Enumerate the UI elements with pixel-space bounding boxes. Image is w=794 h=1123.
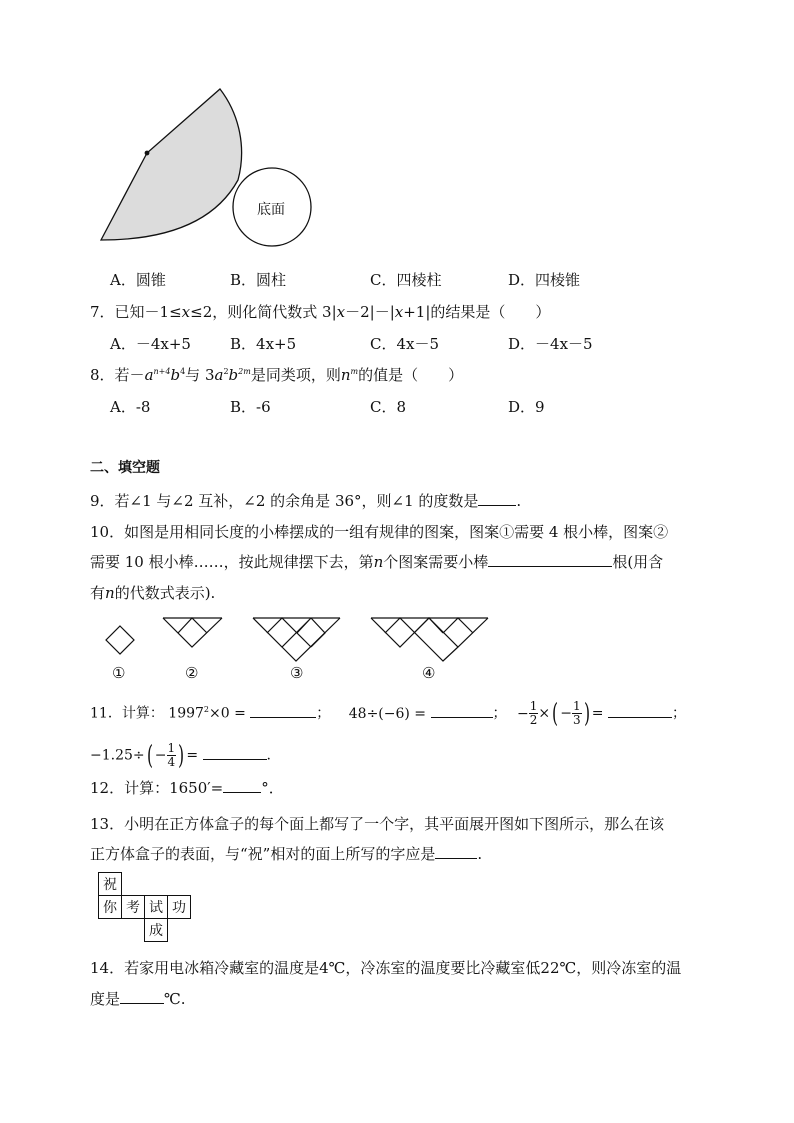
- q13-line2: 正方体盒子的表面，与“祝”相对的面上所写的字应是 .: [90, 845, 483, 863]
- q11-answer-blank-2[interactable]: [431, 703, 493, 718]
- q11-line2: −1.25÷( − $\frac{1}{4}$ ) = .: [90, 740, 271, 771]
- q7-option-d[interactable]: D．－4x－5: [508, 335, 593, 353]
- fraction-quarter: $\frac{1}{4}$: [167, 741, 176, 769]
- q6-option-c[interactable]: C．四棱柱: [370, 271, 442, 289]
- q12-answer-blank[interactable]: [223, 778, 261, 793]
- net-cell-ni: 你: [99, 896, 122, 919]
- net-cell-cheng: 成: [145, 919, 168, 942]
- cone-net-figure: [95, 80, 325, 255]
- q11-answer-blank-4[interactable]: [203, 745, 267, 760]
- q14-line1: 14．若家用电冰箱冷藏室的温度是4℃，冷冻室的温度要比冷藏室低22℃，则冷冻室的温: [90, 959, 682, 977]
- fraction-half: $\frac{1}{2}$: [529, 699, 538, 727]
- sector-shape: [101, 89, 242, 240]
- q10-line1: 10．如图是用相同长度的小棒摆成的一组有规律的图案，图案①需要 4 根小棒，图案②: [90, 523, 669, 541]
- q9-stem: 9．若∠1 与∠2 互补，∠2 的余角是 36°，则∠1 的度数是 .: [90, 492, 522, 510]
- q13-line1: 13．小明在正方体盒子的每个面上都写了一个字，其平面展开图如下图所示，那么在该: [90, 815, 665, 833]
- q8-option-a[interactable]: A．-8: [110, 398, 151, 416]
- q11-answer-blank-1[interactable]: [250, 703, 316, 718]
- pattern-label-2: ②: [185, 664, 199, 682]
- q14-line2: 度是 ℃.: [90, 990, 186, 1008]
- q8-option-c[interactable]: C．8: [370, 398, 407, 416]
- pattern-label-3: ③: [290, 664, 304, 682]
- q7-stem: 7．已知－1≤x≤2，则化简代数式 3|x－2|－|x+1|的结果是（ ）: [90, 303, 551, 321]
- q11-answer-blank-3[interactable]: [608, 703, 672, 718]
- q9-answer-blank[interactable]: [478, 491, 516, 506]
- q7-option-b[interactable]: B．4x+5: [230, 335, 297, 353]
- q12-stem: 12．计算：1650′= °．: [90, 779, 284, 797]
- stick-pattern-figure: [98, 612, 498, 664]
- q13-answer-blank[interactable]: [435, 844, 477, 859]
- pattern-1: [106, 626, 134, 654]
- fraction-third: $\frac{1}{3}$: [572, 699, 581, 727]
- net-cell-gong: 功: [168, 896, 191, 919]
- section-heading: 二、填空题: [90, 460, 160, 476]
- q6-option-a[interactable]: A．圆锥: [110, 271, 166, 289]
- q10-line3: 有n的代数式表示).: [90, 584, 216, 602]
- q10-answer-blank[interactable]: [488, 552, 612, 567]
- net-cell-shi: 试: [145, 896, 168, 919]
- q8-option-b[interactable]: B．-6: [230, 398, 271, 416]
- net-cell-zhu: 祝: [99, 873, 122, 896]
- q11-line1: 11．计算： $1997^2\times 0$ = ； 48÷(−6) = ； − $\frac{1}{2}$ ×( − $\frac{1}{3}$ ) = ；: [90, 698, 686, 729]
- q14-answer-blank[interactable]: [120, 989, 164, 1004]
- pattern-label-4: ④: [422, 664, 436, 682]
- q6-option-d[interactable]: D．四棱锥: [508, 271, 581, 289]
- cube-net: [98, 872, 191, 942]
- pattern-2: [163, 618, 222, 647]
- pattern-3: [253, 618, 340, 661]
- q6-option-b[interactable]: B．圆柱: [230, 271, 287, 289]
- pattern-label-1: ①: [112, 664, 126, 682]
- q10-line2: 需要 10 根小棒……，按此规律摆下去，第n个图案需要小棒 根(用含: [90, 553, 664, 571]
- q7-option-a[interactable]: A．－4x+5: [110, 335, 191, 353]
- q8-option-d[interactable]: D．9: [508, 398, 545, 416]
- q7-option-c[interactable]: C．4x－5: [370, 335, 440, 353]
- q8-stem: 8．若$-a^{n+4}b^4$与 $3a^2b^{2m}$是同类项，则$n^m$的值是（ ）: [90, 366, 464, 384]
- sector-apex-dot: [145, 151, 150, 156]
- net-cell-kao: 考: [122, 896, 145, 919]
- pattern-4: [371, 618, 488, 661]
- base-label: 底面: [257, 202, 285, 218]
